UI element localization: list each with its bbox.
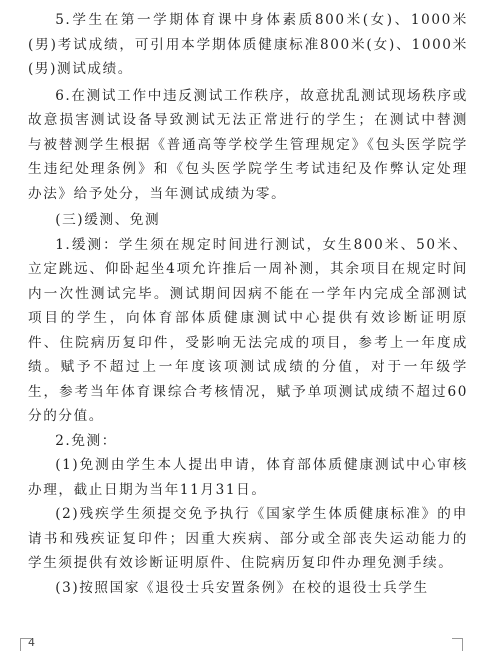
paragraph-exempt-1: (1)免测由学生本人提出申请，体育部体质健康测试中心审核办理，截止日期为当年11月31日。 [28,457,468,498]
paragraph-exempt-3: (3)按照国家《退役士兵安置条例》在校的退役士兵学生 [55,579,429,596]
paragraph-exempt-2: (2)残疾学生须提交免予执行《国家学生体质健康标准》的申请书和残疾证复印件；因重大疾病、部分或全部丧失运动能力的学生须提供有效诊断证明原件、住院病历复印件办理免测手续。 [28,506,468,571]
subheading-exempt: 2.免测： [55,432,117,449]
paragraph-item-6: 6.在测试工作中违反测试工作秩序，故意扰乱测试现场秩序或故意损害测试设备导致测试无法正常进行的学生；在测试中替测与被替测学生根据《普通高等学校学生管理规定》《包头医学院学生违纪处理条例》和《包头医学院学生考试违纪及作弊认定处理办法》给予处分，当年测试成绩为零。 [28,87,468,202]
crop-mark-right [452,638,463,651]
page-number [28,636,35,649]
paragraph-item-5: 5.学生在第一学期体育课中身体素质800米(女)、1000米(男)考试成绩，可引用本学期体质健康标准800米(女)、1000米(男)测试成绩。 [28,12,468,77]
paragraph-defer-test: 1.缓测：学生须在规定时间进行测试，女生800米、50米、立定跳远、仰卧起坐4项允许推后一周补测，其余项目在规定时间内一次性测试完毕。测试期间因病不能在一学年内完成全部测试项目的学生，向体育部体质健康测试中心提供有效诊断证明原件、住院病历复印件，受影响无法完成的项目，参考上一年度成绩。赋予不超过上一年度该项测试成绩的分值，对于一年级学生，参考当年体育课综合考核情况，赋予单项测试成绩不超过60分的分值。 [28,236,468,424]
page-footer [0,634,492,656]
page-number-value: 4 [28,636,35,649]
document-body [28,8,468,600]
section-heading-defer-exempt: (三)缓测、免测 [55,212,161,228]
